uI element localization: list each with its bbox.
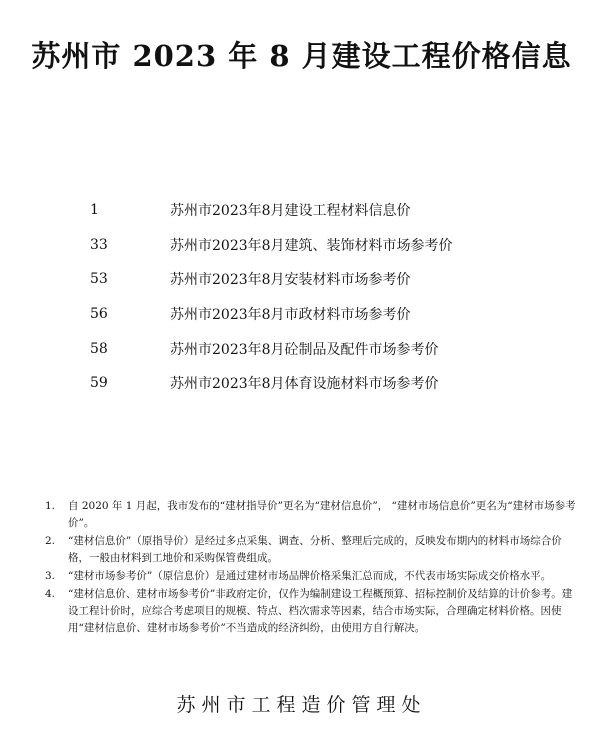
note-text: “建材市场参考价”（原信息价）是通过建材市场品牌价格采集汇总而成，不代表市场实际成交价格水平。 [68,570,552,582]
note-item [45,586,580,637]
note-item [45,568,580,585]
toc-item[interactable] [90,193,550,228]
publisher-name: 苏州市工程造价管理处 [176,694,427,716]
note-text: “建材信息价、建材市场参考价”非政府定价，仅作为编制建设工程概预算、招标控制价及结算的计价参考。建设工程计价时，应综合考虑项目的规模、特点、档次需求等因素，结合市场实际，合理确定材料价格。因使用“建材信息价、建材市场参考价”不当造成的经济纠纷，由使用方自行解决。 [68,588,573,634]
toc-page-number: 53 [90,271,108,288]
notes-section [45,498,580,638]
toc-entry-title: 苏州市2023年8月建设工程材料信息价 [170,203,411,220]
toc-entry-title: 苏州市2023年8月砼制品及配件市场参考价 [170,341,439,358]
toc-entry-title: 苏州市2023年8月体育设施材料市场参考价 [170,376,439,393]
toc-page-number: 59 [90,375,108,392]
toc-page-number: 1 [90,202,99,219]
toc-page-number: 33 [90,236,108,253]
toc-entry-title: 苏州市2023年8月市政材料市场参考价 [170,307,411,324]
toc-item[interactable] [90,297,550,332]
toc-item[interactable] [90,228,550,263]
note-number: 1. [45,500,56,512]
toc-page-number: 56 [90,306,108,323]
note-text: “建材信息价”（原指导价）是经过多点采集、调查、分析、整理后完成的，反映发布期内的材料市场综合价格，一般由材料到工地价和采购保管费组成。 [68,535,562,564]
toc-item[interactable] [90,331,550,366]
toc-entry-title: 苏州市2023年8月建筑、装饰材料市场参考价 [170,237,453,254]
note-number: 2. [45,535,56,547]
note-item [45,533,580,567]
page-title: 苏州市 2023 年 8 月建设工程价格信息 [31,39,572,73]
note-number: 4. [45,588,56,600]
table-of-contents [90,193,550,401]
note-text: 自 2020 年 1 月起，我市发布的“建材指导价”更名为“建材信息价”， “建材市场信息价”更名为“建材市场参考价”。 [68,500,576,529]
toc-item[interactable] [90,262,550,297]
toc-entry-title: 苏州市2023年8月安装材料市场参考价 [170,272,411,289]
note-number: 3. [45,570,56,582]
toc-item[interactable] [90,366,550,401]
toc-page-number: 58 [90,340,108,357]
note-item [45,498,580,532]
